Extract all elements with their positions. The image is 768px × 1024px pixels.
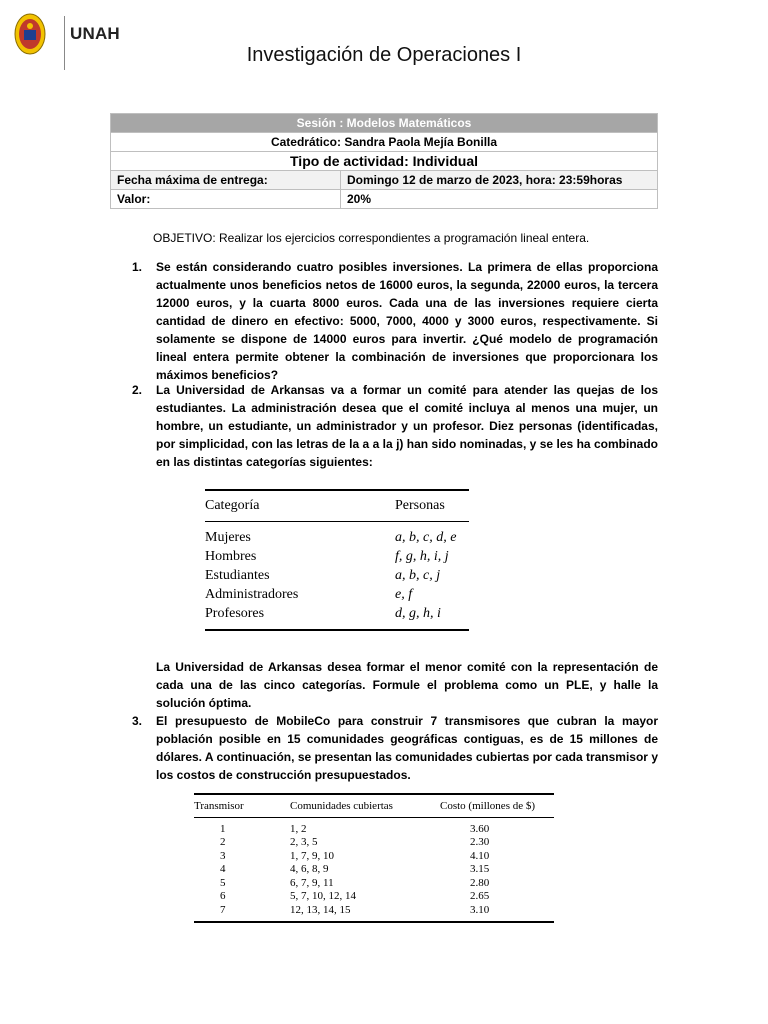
cost-cell: 3.15 (470, 863, 490, 876)
deadline-value: Domingo 12 de marzo de 2023, hora: 23:59horas (341, 171, 658, 190)
exercise-item-1 (132, 258, 658, 384)
activity-type-cell: Tipo de actividad: Individual (111, 152, 658, 171)
table-row (194, 849, 554, 863)
table-row (194, 822, 554, 836)
communities-cell: 12, 13, 14, 15 (290, 903, 351, 916)
table-row (205, 566, 469, 585)
table-row (194, 876, 554, 890)
communities-cell: 2, 3, 5 (290, 836, 318, 849)
communities-cell: 1, 2 (290, 822, 307, 835)
table-row (194, 836, 554, 850)
transmitter-cell: 6 (220, 890, 226, 903)
category-cell: Profesores (205, 605, 265, 621)
table-row (194, 863, 554, 877)
exercise-number: 1. (132, 260, 143, 274)
table-row (194, 903, 554, 917)
deadline-label: Fecha máxima de entrega: (111, 171, 341, 190)
document-title: Investigación de Operaciones I (246, 44, 522, 66)
table-row (205, 547, 469, 566)
transmitter-cell: 1 (220, 822, 226, 835)
people-header: Personas (395, 498, 445, 513)
category-cell: Administradores (205, 586, 299, 602)
category-header: Categoría (205, 498, 260, 513)
communities-header: Comunidades cubiertas (290, 800, 393, 812)
people-cell: e, f (395, 586, 413, 602)
transmitter-cell: 5 (220, 876, 226, 889)
transmitter-header: Transmisor (194, 800, 244, 812)
objective-text: OBJETIVO: Realizar los ejercicios correspondientes a programación lineal entera. (153, 231, 590, 245)
exercise-number: 2. (132, 383, 143, 397)
exercise-text: La Universidad de Arkansas va a formar un comité para atender las quejas de los estudiantes. La administración desea que el comité incluya al menos una mujer, un hombre, un estudiante, un administrador y un profesor. Diez personas (identificadas, por simplicidad, con las letras de la a a la j) han sido nominadas, y se les ha combinado en las distintas categorías siguientes: (156, 383, 658, 469)
exercise-text: Se están considerando cuatro posibles inversiones. La primera de ellas proporciona actualmente unos beneficios netos de 16000 euros, la segunda, 22000 euros, la tercera 12000 euros, y la cuarta 8000 euros. Cada una de las inversiones requiere cierta cantidad de dinero en efectivo: 5000, 7000, 4000 y 3000 euros, respectivamente. Si solamente se dispone de 14000 euros para invertir. ¿Qué modelo de programación lineal entera permite obtener la combinación de inversiones que proporcionara los máximos beneficios? (156, 260, 658, 382)
cost-cell: 2.80 (470, 876, 490, 889)
session-info-table (110, 113, 658, 209)
transmitter-cell: 7 (220, 903, 226, 916)
logo-name: UNAH (70, 24, 120, 43)
transmitter-cell: 2 (220, 836, 226, 849)
cost-cell: 2.65 (470, 890, 490, 903)
table-row (205, 528, 469, 547)
communities-cell: 5, 7, 10, 12, 14 (290, 890, 356, 903)
cost-cell: 4.10 (470, 849, 490, 862)
people-cell: f, g, h, i, j (395, 548, 449, 564)
cost-header: Costo (millones de $) (440, 800, 536, 812)
value-label: Valor: (111, 190, 341, 209)
value-value: 20% (341, 190, 658, 209)
category-cell: Mujeres (205, 529, 251, 545)
people-cell: a, b, c, d, e (395, 529, 457, 545)
people-cell: d, g, h, i (395, 605, 441, 621)
category-table (205, 489, 469, 631)
exercise-text: El presupuesto de MobileCo para construir 7 transmisores que cubran la mayor población posible en 15 comunidades geográficas contiguas, es de 15 millones de dólares. A continuación, se presentan las comunidades cubiertas por cada transmisor y los costos de construcción presupuestados. (156, 714, 658, 782)
transmitter-cell: 4 (220, 863, 226, 876)
category-cell: Estudiantes (205, 567, 270, 583)
communities-cell: 1, 7, 9, 10 (290, 849, 334, 862)
exercise-2-followup: La Universidad de Arkansas desea formar el menor comité con la representación de cada una de las cinco categorías. Formule el problema como un PLE, y halle la solución óptima. (156, 660, 658, 710)
cost-cell: 2.30 (470, 836, 490, 849)
category-cell: Hombres (205, 548, 257, 564)
exercise-list (132, 258, 658, 384)
cost-cell: 3.10 (470, 903, 490, 916)
transmitter-table (194, 793, 554, 923)
table-row (205, 585, 469, 604)
transmitter-cell: 3 (220, 849, 226, 862)
table-row (194, 890, 554, 904)
cost-cell: 3.60 (470, 822, 490, 835)
session-cell: Sesión : Modelos Matemáticos (111, 114, 658, 133)
exercise-number: 3. (132, 714, 143, 728)
professor-cell: Catedrático: Sandra Paola Mejía Bonilla (111, 133, 658, 152)
exercise-item-2 (132, 381, 658, 471)
communities-cell: 4, 6, 8, 9 (290, 863, 329, 876)
communities-cell: 6, 7, 9, 11 (290, 876, 334, 889)
exercise-item-3 (132, 712, 658, 784)
table-row (205, 604, 469, 623)
people-cell: a, b, c, j (395, 567, 441, 583)
